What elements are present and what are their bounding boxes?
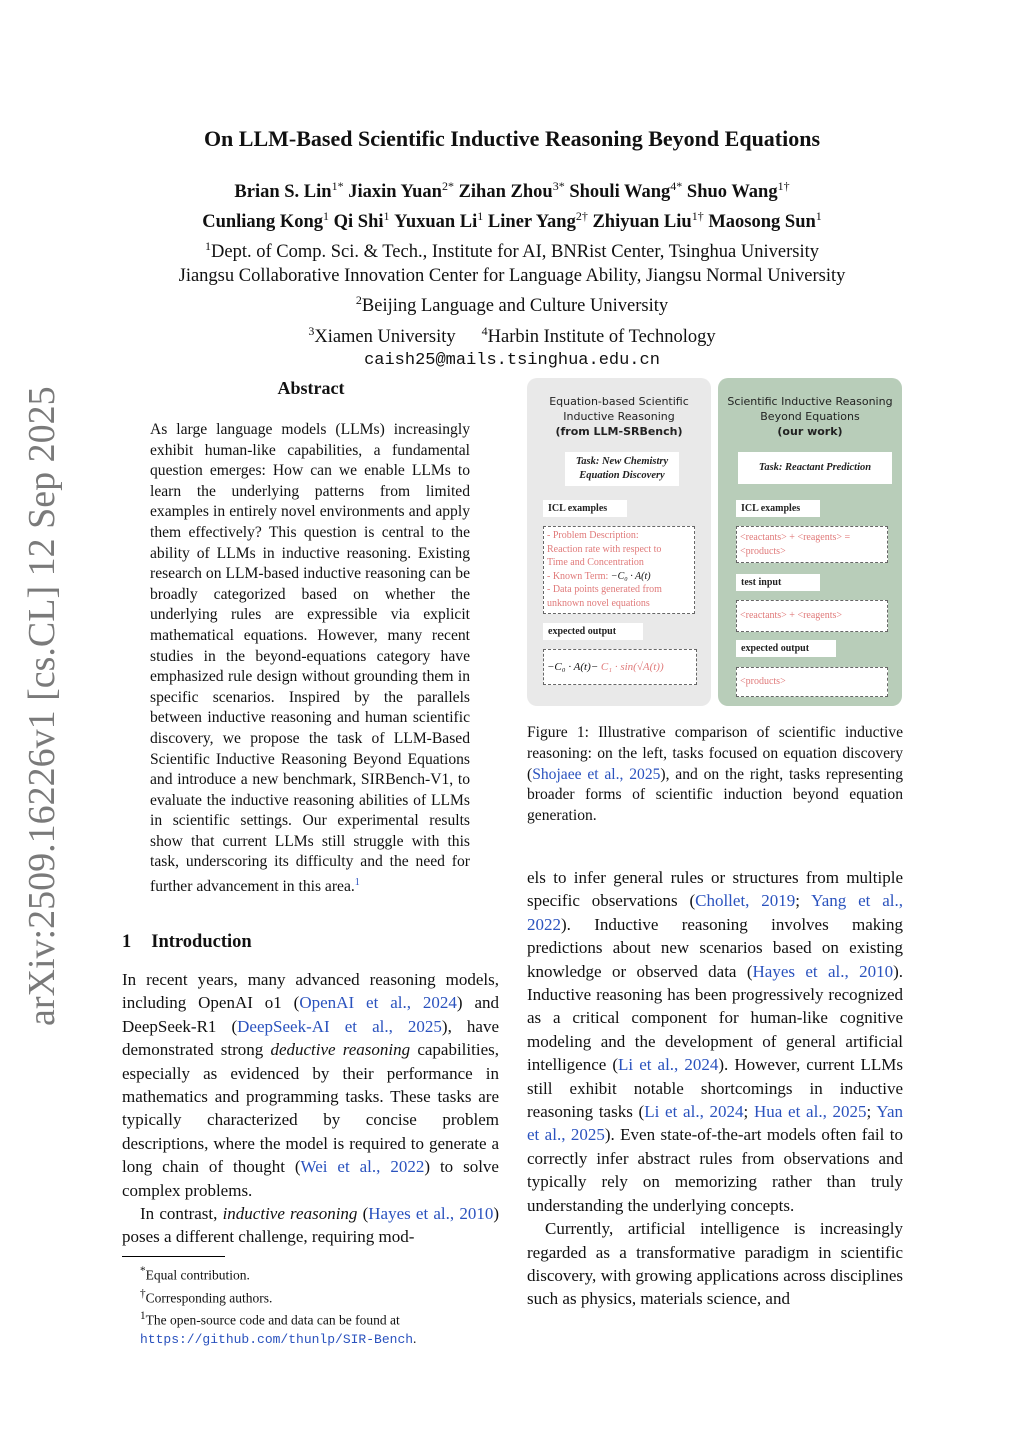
citation-link[interactable]: Wei et al., 2022 (300, 1157, 425, 1177)
author-affil-mark: 1† (777, 179, 790, 193)
contact-email[interactable]: caish25@mails.tsinghua.edu.cn (364, 350, 660, 370)
affil-text: Harbin Institute of Technology (487, 326, 716, 347)
abstract-heading: Abstract (277, 378, 345, 398)
citation-link[interactable]: Yang et al., 2022 (527, 891, 903, 934)
footnotes (122, 1262, 507, 1349)
footnote-rule (122, 1256, 225, 1257)
author-name: Brian S. Lin (234, 182, 332, 203)
footnote-corresponding: †Corresponding authors. (140, 1287, 273, 1305)
affiliation-2 (0, 288, 1024, 318)
author-name: Cunliang Kong (202, 212, 324, 233)
affiliation-3-4 (0, 319, 1024, 349)
right-test-input: <reactants> + <reagents> (736, 600, 888, 632)
right-panel-header: Scientific Inductive Reasoning Beyond Equations (our work) (727, 395, 893, 438)
footnote-equal: *Equal contribution. (140, 1265, 250, 1283)
citation-link[interactable]: OpenAI et al., 2024 (299, 993, 457, 1013)
right-test-label: test input (736, 574, 820, 591)
figure-caption: Figure 1: Illustrative comparison of scientific inductive reasoning: on the left, tasks focused on equation discovery (Shojaee et al., 2025), and on the right, tasks representing broader forms of scientific induction beyond equation generation. (527, 724, 903, 825)
left-task-box: Task: New Chemistry Equation Discovery (565, 452, 679, 486)
left-expected-output: −C₀ · A(t)− C₁ · sin(√A(t)) (543, 649, 697, 685)
affil-sup: 4 (481, 323, 488, 338)
author-name: Jiaxin Yuan (348, 182, 442, 203)
citation-link[interactable]: Hayes et al., 2010 (752, 961, 894, 981)
author-affil-mark: 2* (441, 179, 454, 193)
abstract-footnote-mark[interactable]: 1 (354, 877, 360, 889)
author-name: Liner Yang (487, 212, 576, 233)
intro-right-column (527, 866, 903, 1311)
author-name: Zhiyuan Liu (592, 212, 692, 233)
affil-text: Beijing Language and Culture University (361, 296, 669, 317)
right-expected-label: expected output (736, 640, 836, 657)
author-name: Maosong Sun (708, 212, 816, 233)
affiliation-1 (0, 234, 1024, 264)
right-icl-label: ICL examples (736, 500, 820, 517)
abstract-body (150, 420, 470, 898)
right-expected-output: <products> (736, 667, 888, 697)
author-name: Shuo Wang (686, 182, 778, 203)
affil-sup: 1 (205, 239, 211, 254)
citation-link[interactable]: Chollet, 2019 (695, 891, 796, 911)
section-title: Introduction (151, 932, 252, 952)
affil-sup: 3 (308, 323, 315, 338)
author-affil-mark: 1 (477, 209, 484, 224)
left-icl-label: ICL examples (543, 500, 627, 517)
affiliation-1b: Jiangsu Collaborative Innovation Center for Language Ability, Jiangsu Normal University (178, 266, 846, 287)
author-affil-mark: 1 (383, 209, 390, 224)
section-number: 1 (122, 932, 132, 952)
author-name: Qi Shi (333, 212, 384, 233)
author-affil-mark: 1 (815, 209, 822, 224)
author-affil-mark: 1† (691, 209, 704, 224)
author-name: Shouli Wang (569, 182, 671, 203)
citation-link[interactable]: Hua et al., 2025 (754, 1102, 867, 1122)
author-affil-mark: 2† (575, 209, 588, 224)
abstract-text: As large language models (LLMs) increasingly exhibit human-like capabilities, a fundamental question emerges: How can we enable LLMs to learn the underlying patterns from limited examples in entirely novel environments and apply them effectively? This question is central to the ability of LLMs in inductive reasoning. Existing research on LLM-based inductive reasoning can be broadly categorized based on whether the underlying rules are expressible via explicit mathematical equations. However, many recent studies in the beyond-equations category have emphasized rule design without grounding them in specific scenarios. Inspired by the parallels between inductive reasoning and human scientific discovery, we propose the task of LLM-Based Scientific Inductive Reasoning Beyond Equations and introduce a new benchmark, SIRBench-V1, to evaluate the inductive reasoning abilities of LLMs in scientific settings. Our experimental results show that current LLMs still struggle with this task, underscoring its difficulty and the need for further advancement in this area. (150, 421, 470, 896)
intro-paragraph-1: In recent years, many advanced reasoning models, including OpenAI o1 (OpenAI et al., 2024) and DeepSeek-R1 (DeepSeek-AI et al., 2025), have demonstrated strong deductive reasoning capabilities, especially as evidenced by their performance in mathematics and programming tasks. These tasks are typically characterized by concise problem descriptions, where the model is required to generate a long chain of thought (Wei et al., 2022) to solve complex problems. (122, 970, 499, 1200)
authors-line-2 (0, 204, 1024, 234)
figure-left-panel (527, 378, 711, 706)
code-url-link[interactable]: https://github.com/thunlp/SIR-Bench (140, 1331, 414, 1347)
intro-paragraph-2: In contrast, inductive reasoning (Hayes et al., 2010) poses a different challenge, requiring mod- (122, 1204, 499, 1247)
right-icl-examples: <reactants> + <reagents> = <products> (736, 526, 888, 563)
figure-right-panel (718, 378, 902, 706)
footnote-code: $^1$The open-source code and data can be found at https://github.com/thunlp/SIR-Bench. (140, 1310, 417, 1347)
citation-link[interactable]: Li et al., 2024 (644, 1102, 744, 1122)
affil-text: Dept. of Comp. Sci. & Tech., Institute for AI, BNRist Center, Tsinghua University (211, 242, 819, 263)
section-heading (122, 932, 252, 953)
right-paragraph-2: Currently, artificial intelligence is increasingly regarded as a transformative paradigm in scientific discovery, with growing applications across disciplines such as physics, materials science, and (527, 1219, 903, 1309)
author-affil-mark: 3* (552, 179, 565, 193)
author-name: Yuxuan Li (394, 212, 478, 233)
affil-sup: 2 (355, 293, 362, 308)
author-affil-mark: 1 (323, 209, 330, 224)
left-panel-header: Equation-based Scientific Inductive Reasoning (from LLM-SRBench) (549, 395, 689, 438)
citation-link[interactable]: Li et al., 2024 (618, 1055, 719, 1075)
citation-link[interactable]: DeepSeek-AI et al., 2025 (237, 1016, 442, 1036)
left-icl-examples: - Problem Description: Reaction rate with respect to Time and Concentration - Known Term: −C₀ · A(t) - Data points generated from unknown novel equations (543, 526, 695, 614)
right-paragraph-1: els to infer general rules or structures from multiple specific observations (Chollet, 2019; Yang et al., 2022). Inductive reasoning involves making predictions about new scenarios based on existing knowledge or observed data (Hayes et al., 2010). Inductive reasoning has been progressively recognized as a critical component for human-like cognitive modeling and the development of general artificial intelligence (Li et al., 2024). However, current LLMs still exhibit notable shortcomings in inductive reasoning tasks (Li et al., 2024; Hua et al., 2025; Yan et al., 2025). Even state-of-the-art models often fail to correctly infer abstract rules from observations and typically rely on memorizing rather than truly understanding the underlying concepts. (527, 868, 903, 1215)
citation-link[interactable]: Yan et al., 2025 (527, 1102, 903, 1145)
author-block (0, 174, 1024, 373)
right-task-box: Task: Reactant Prediction (738, 452, 892, 484)
authors-line-1 (0, 174, 1024, 204)
intro-left-column (122, 968, 499, 1249)
left-expected-label: expected output (543, 623, 643, 640)
author-name: Zihan Zhou (458, 182, 553, 203)
affil-text: Xiamen University (314, 326, 456, 347)
citation-link[interactable]: Hayes et al., 2010 (368, 1204, 494, 1224)
arxiv-sidebar-id: arXiv:2509.16226v1 [cs.CL] 12 Sep 2025 (21, 386, 63, 1026)
author-affil-mark: 1* (331, 179, 344, 193)
citation-link[interactable]: Shojaee et al., 2025 (532, 765, 661, 783)
author-affil-mark: 4* (670, 179, 683, 193)
paper-title: On LLM-Based Scientific Inductive Reasoning Beyond Equations (203, 126, 821, 151)
